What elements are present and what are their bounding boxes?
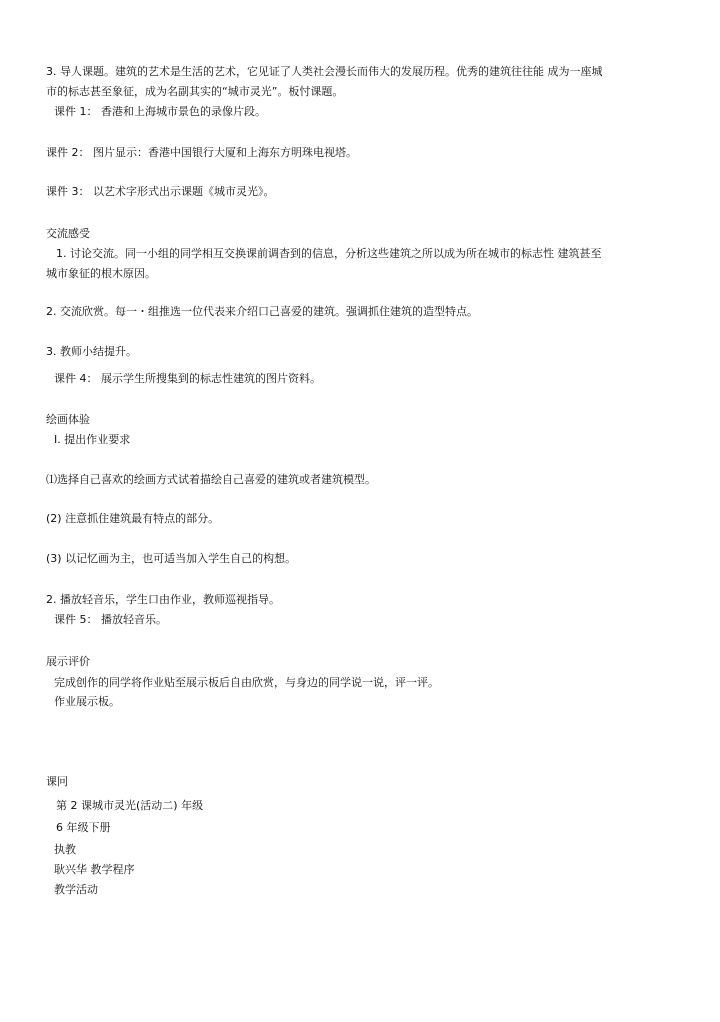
courseware-3: 课件 3： 以艺术字形式出示课题《城市灵光》。 xyxy=(46,185,275,198)
lesson-grade: 6 年级下册 xyxy=(56,821,111,834)
lesson-teacher: 耿兴华 教学程序 xyxy=(54,863,135,876)
display-line-1: 完成创作的同学将作业贴至展示板后自由欣赏，与身边的同学说一说，评一评。 xyxy=(54,676,439,689)
courseware-2: 课件 2： 图片显示：香港中国银行大厦和上海东方明珠电视塔。 xyxy=(46,146,357,159)
drawing-item-2: 2. 播放轻音乐，学生口由作业，教师巡视指导。 xyxy=(46,593,280,606)
display-line-2: 作业展示板。 xyxy=(54,695,120,708)
requirement-3: (3) 以记忆画为主，也可适当加入学生自己的构想。 xyxy=(46,552,297,565)
exchange-item-1-line-1: 1. 讨论交流。同一小组的同学相互交换课前调杳到的信息，分析这些建筑之所以成为所在城市的标志性 建筑甚至 xyxy=(56,247,602,260)
section-heading-lesson: 课冋 xyxy=(46,775,68,788)
section-heading-exchange: 交流感受 xyxy=(46,227,90,240)
section-heading-display: 展示评价 xyxy=(46,655,90,668)
lesson-title: 第 2 课城市灵光(活动二) 年级 xyxy=(56,799,204,812)
intro-line-2: 市的标志甚至象征，成为名副其实的“城市灵光”。板忖课题。 xyxy=(46,85,344,98)
intro-line-1: 3. 导人课题。建筑的艺术是生活的艺术，它见证了人类社会漫长而伟大的发展历程。优秀的建筑往往能 成为一座城 xyxy=(46,65,603,78)
drawing-item-1: I. 提出作业要求 xyxy=(54,433,131,446)
exchange-item-3: 3. 教师小结提升。 xyxy=(46,345,137,358)
section-heading-drawing: 绘画体验 xyxy=(46,413,90,426)
courseware-4: 课件 4： 展示学生所搜集到的标志性建筑的图片资料。 xyxy=(54,372,321,385)
lesson-activity: 教学活动 xyxy=(54,883,98,896)
lesson-teach-label: 执教 xyxy=(54,843,76,856)
courseware-1: 课件 1： 香港和上海城市景色的录像片段。 xyxy=(54,105,266,118)
requirement-1: ⑴选择自己喜欢的绘画方式试着描绘自己喜爱的建筑或者建筑模型。 xyxy=(46,473,376,486)
exchange-item-1-line-2: 城市象征的根木原因。 xyxy=(46,267,156,280)
requirement-2: (2) 注意抓住建筑最有特点的部分。 xyxy=(46,512,220,525)
courseware-5: 课件 5： 播放轻音乐。 xyxy=(54,613,167,626)
exchange-item-2: 2. 交流欣赏。每一・组推选一位代表来介绍口己喜爱的建筑。强调抓住建筑的造型特点。 xyxy=(46,305,478,318)
